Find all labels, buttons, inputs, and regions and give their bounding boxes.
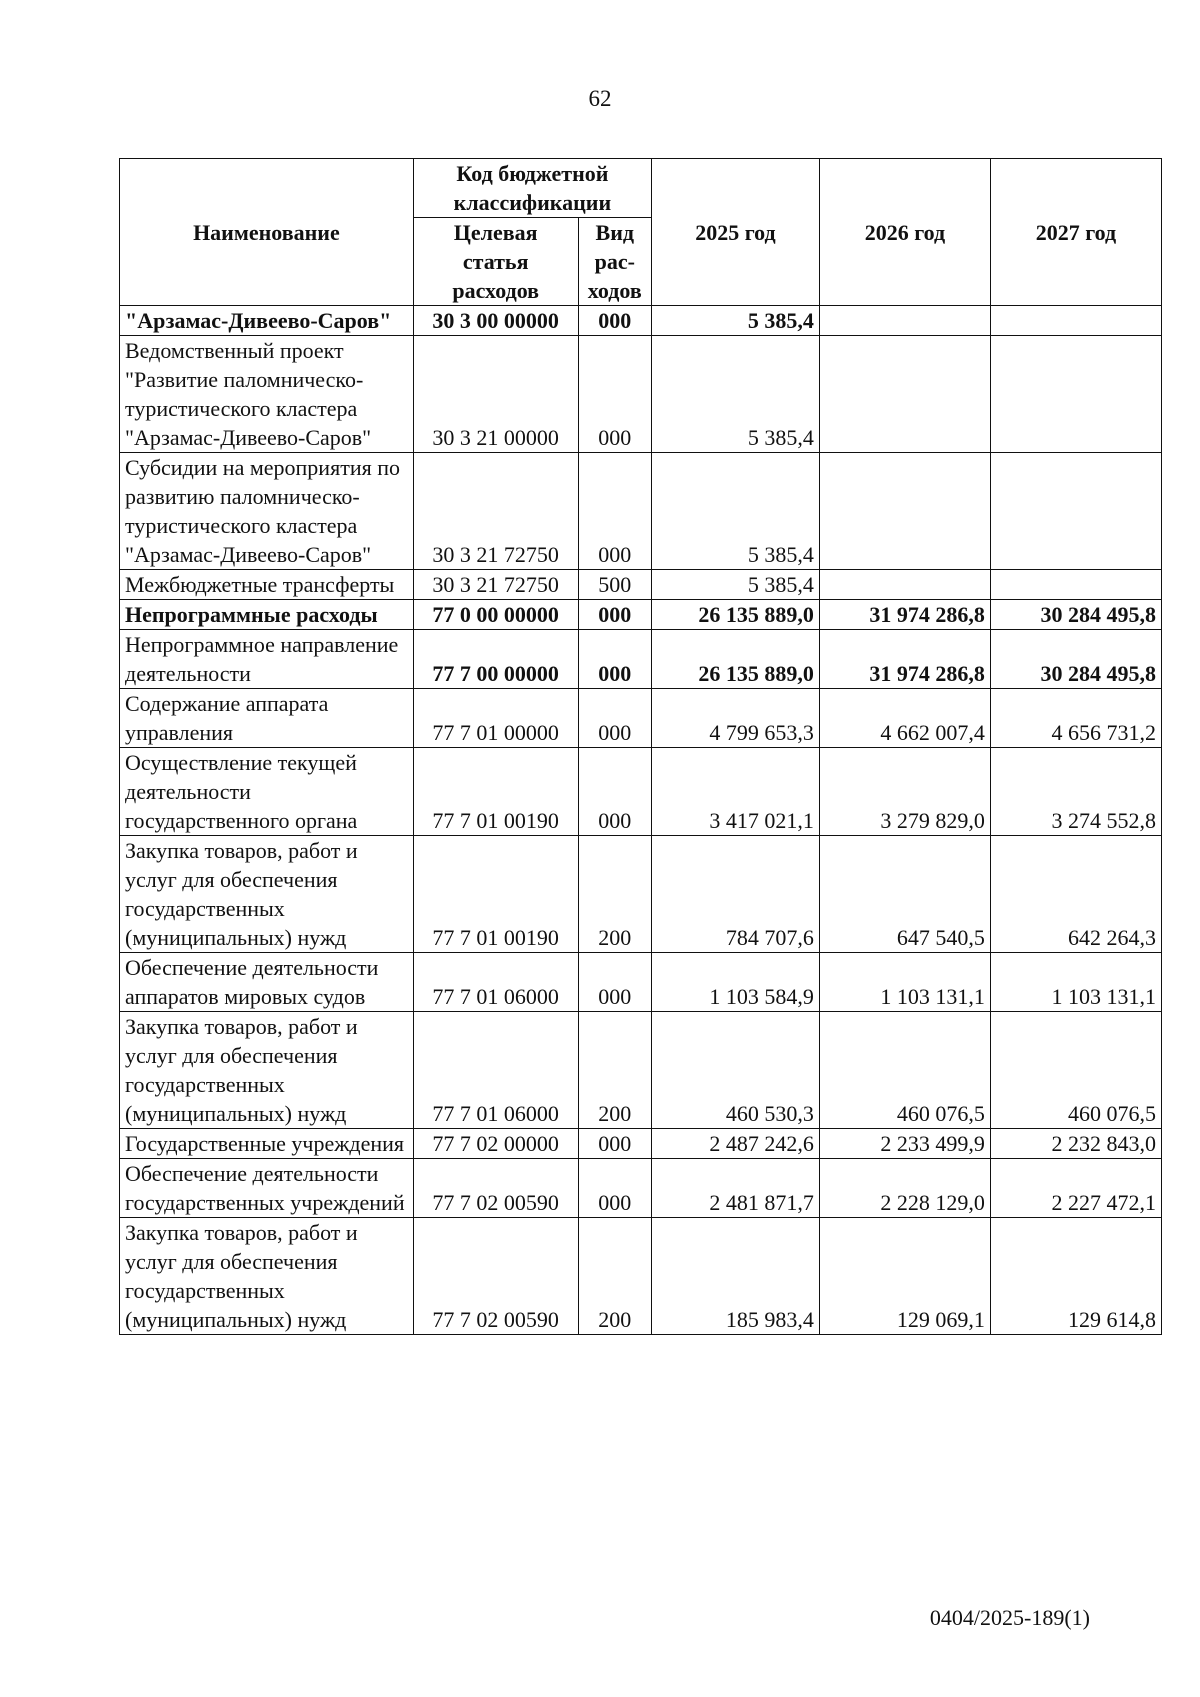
page-number: 62 (588, 86, 612, 111)
cell-expense-kind: 000 (578, 630, 651, 689)
cell-2026: 1 103 131,1 (819, 953, 990, 1012)
cell-name: Государственные учреждения (120, 1129, 414, 1159)
document-code: 0404/2025-189(1) (929, 1605, 1090, 1630)
cell-expense-kind: 000 (578, 306, 651, 336)
cell-2025: 5 385,4 (652, 570, 820, 600)
cell-name: Обеспечение деятельности государственных учреждений (120, 1159, 414, 1218)
cell-name: Закупка товаров, работ и услуг для обеспечения государственных (муниципальных) нужд (120, 836, 414, 953)
cell-2026: 129 069,1 (819, 1218, 990, 1335)
table-row (120, 1012, 1162, 1129)
cell-target-code: 77 7 02 00000 (413, 1129, 578, 1159)
cell-2026: 2 233 499,9 (819, 1129, 990, 1159)
cell-target-code: 30 3 00 00000 (413, 306, 578, 336)
cell-2025: 5 385,4 (652, 306, 820, 336)
cell-2025: 3 417 021,1 (652, 748, 820, 836)
cell-2027: 3 274 552,8 (990, 748, 1161, 836)
cell-2025: 5 385,4 (652, 453, 820, 570)
cell-2026: 4 662 007,4 (819, 689, 990, 748)
cell-name: Непрограммные расходы (120, 600, 414, 630)
cell-2025: 2 481 871,7 (652, 1159, 820, 1218)
cell-name: Осуществление текущей деятельности государственного органа (120, 748, 414, 836)
cell-2025: 460 530,3 (652, 1012, 820, 1129)
table-row (120, 570, 1162, 600)
cell-2027: 30 284 495,8 (990, 630, 1161, 689)
cell-2026: 31 974 286,8 (819, 600, 990, 630)
cell-2027 (990, 306, 1161, 336)
cell-target-code: 77 7 01 00000 (413, 689, 578, 748)
header-2026: 2026 год (819, 159, 990, 306)
cell-name: Субсидии на мероприятия по развитию паломническо-туристического кластера "Арзамас-Дивеево-Саров" (120, 453, 414, 570)
cell-target-code: 30 3 21 72750 (413, 570, 578, 600)
table-row (120, 953, 1162, 1012)
cell-2027 (990, 336, 1161, 453)
cell-2027: 1 103 131,1 (990, 953, 1161, 1012)
header-target-article: Целевая статья расходов (413, 218, 578, 306)
header-row-top (120, 159, 1162, 218)
cell-2026 (819, 306, 990, 336)
cell-2027 (990, 570, 1161, 600)
cell-name: Непрограммное направление деятельности (120, 630, 414, 689)
cell-2027: 2 232 843,0 (990, 1129, 1161, 1159)
cell-2026 (819, 336, 990, 453)
table-row (120, 630, 1162, 689)
table-row (120, 836, 1162, 953)
cell-target-code: 77 7 01 00190 (413, 836, 578, 953)
cell-name: "Арзамас-Дивеево-Саров" (120, 306, 414, 336)
table-row (120, 600, 1162, 630)
cell-2025: 4 799 653,3 (652, 689, 820, 748)
table-row (120, 1159, 1162, 1218)
table-row (120, 748, 1162, 836)
cell-expense-kind: 000 (578, 600, 651, 630)
cell-2027: 460 076,5 (990, 1012, 1161, 1129)
cell-target-code: 77 7 01 06000 (413, 953, 578, 1012)
table-row (120, 1129, 1162, 1159)
cell-2027: 642 264,3 (990, 836, 1161, 953)
header-2025: 2025 год (652, 159, 820, 306)
cell-expense-kind: 500 (578, 570, 651, 600)
cell-2025: 185 983,4 (652, 1218, 820, 1335)
budget-table (119, 158, 1162, 1335)
header-expense-kind: Вид рас-ходов (578, 218, 651, 306)
table-body (120, 306, 1162, 1335)
cell-target-code: 77 7 00 00000 (413, 630, 578, 689)
cell-2026: 2 228 129,0 (819, 1159, 990, 1218)
cell-expense-kind: 000 (578, 1129, 651, 1159)
cell-target-code: 77 7 01 00190 (413, 748, 578, 836)
cell-expense-kind: 000 (578, 336, 651, 453)
cell-name: Закупка товаров, работ и услуг для обеспечения государственных (муниципальных) нужд (120, 1012, 414, 1129)
header-classification: Код бюджетной классификации (413, 159, 651, 218)
cell-target-code: 77 7 01 06000 (413, 1012, 578, 1129)
cell-2026: 647 540,5 (819, 836, 990, 953)
cell-2027: 2 227 472,1 (990, 1159, 1161, 1218)
cell-name: Обеспечение деятельности аппаратов мировых судов (120, 953, 414, 1012)
cell-expense-kind: 200 (578, 836, 651, 953)
cell-2027 (990, 453, 1161, 570)
cell-2025: 2 487 242,6 (652, 1129, 820, 1159)
cell-expense-kind: 000 (578, 953, 651, 1012)
cell-expense-kind: 000 (578, 689, 651, 748)
cell-target-code: 30 3 21 72750 (413, 453, 578, 570)
cell-2026: 31 974 286,8 (819, 630, 990, 689)
cell-2027: 129 614,8 (990, 1218, 1161, 1335)
cell-name: Ведомственный проект "Развитие паломническо-туристического кластера "Арзамас-Дивеево-Саров" (120, 336, 414, 453)
cell-2026 (819, 570, 990, 600)
cell-target-code: 77 7 02 00590 (413, 1218, 578, 1335)
cell-2026: 460 076,5 (819, 1012, 990, 1129)
cell-2025: 784 707,6 (652, 836, 820, 953)
cell-2026: 3 279 829,0 (819, 748, 990, 836)
table-row (120, 689, 1162, 748)
cell-2027: 30 284 495,8 (990, 600, 1161, 630)
cell-2025: 1 103 584,9 (652, 953, 820, 1012)
cell-2025: 5 385,4 (652, 336, 820, 453)
cell-2027: 4 656 731,2 (990, 689, 1161, 748)
cell-name: Закупка товаров, работ и услуг для обеспечения государственных (муниципальных) нужд (120, 1218, 414, 1335)
cell-name: Содержание аппарата управления (120, 689, 414, 748)
header-2027: 2027 год (990, 159, 1161, 306)
cell-expense-kind: 200 (578, 1218, 651, 1335)
cell-expense-kind: 000 (578, 453, 651, 570)
cell-2025: 26 135 889,0 (652, 600, 820, 630)
cell-target-code: 77 0 00 00000 (413, 600, 578, 630)
cell-2025: 26 135 889,0 (652, 630, 820, 689)
cell-target-code: 77 7 02 00590 (413, 1159, 578, 1218)
cell-target-code: 30 3 21 00000 (413, 336, 578, 453)
cell-expense-kind: 200 (578, 1012, 651, 1129)
table-row (120, 1218, 1162, 1335)
table-row (120, 306, 1162, 336)
table-row (120, 453, 1162, 570)
cell-name: Межбюджетные трансферты (120, 570, 414, 600)
cell-expense-kind: 000 (578, 748, 651, 836)
cell-2026 (819, 453, 990, 570)
header-name: Наименование (120, 159, 414, 306)
table-row (120, 336, 1162, 453)
cell-expense-kind: 000 (578, 1159, 651, 1218)
